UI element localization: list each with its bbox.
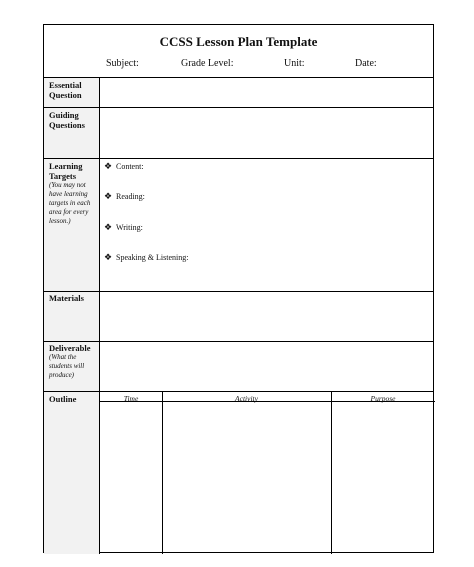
outline-column-divider — [331, 391, 332, 554]
divider — [44, 341, 433, 342]
grade-level-label: Grade Level: — [181, 58, 234, 69]
date-label: Date: — [355, 58, 377, 69]
subject-label: Subject: — [106, 58, 139, 69]
outline-col-activity: Activity — [235, 394, 258, 403]
divider — [44, 291, 433, 292]
divider — [44, 391, 433, 392]
diamond-bullet-icon: ❖ — [104, 222, 113, 232]
divider — [44, 158, 433, 159]
outline-column-divider — [162, 391, 163, 554]
learning-targets-label: Learning Targets — [49, 161, 83, 181]
deliverable-note: (What the students will produce) — [49, 353, 85, 379]
diamond-bullet-icon: ❖ — [104, 161, 113, 171]
page-title: CCSS Lesson Plan Template — [159, 34, 318, 49]
learning-targets-note: (You may not have learning targets in each area for every lesson.) — [49, 181, 91, 225]
learning-target-item-writing: ❖ Writing: — [104, 222, 143, 232]
materials-label: Materials — [49, 293, 84, 303]
diamond-bullet-icon: ❖ — [104, 252, 113, 262]
outline-col-time: Time — [123, 394, 139, 403]
row-label-column — [44, 77, 100, 554]
diamond-bullet-icon: ❖ — [104, 191, 113, 201]
lesson-plan-table — [43, 24, 434, 553]
learning-target-item-speaking-listening: ❖ Speaking & Listening: — [104, 252, 189, 262]
learning-target-item-reading: ❖ Reading: — [104, 191, 145, 201]
learning-target-item-content: ❖ Content: — [104, 161, 144, 171]
divider — [44, 77, 433, 78]
essential-question-label: Essential Question — [49, 80, 82, 100]
outline-col-purpose: Purpose — [370, 394, 396, 403]
outline-label: Outline — [49, 394, 77, 404]
guiding-questions-label: Guiding Questions — [49, 110, 85, 130]
divider — [44, 107, 433, 108]
deliverable-label: Deliverable — [49, 343, 91, 353]
unit-label: Unit: — [284, 58, 305, 69]
